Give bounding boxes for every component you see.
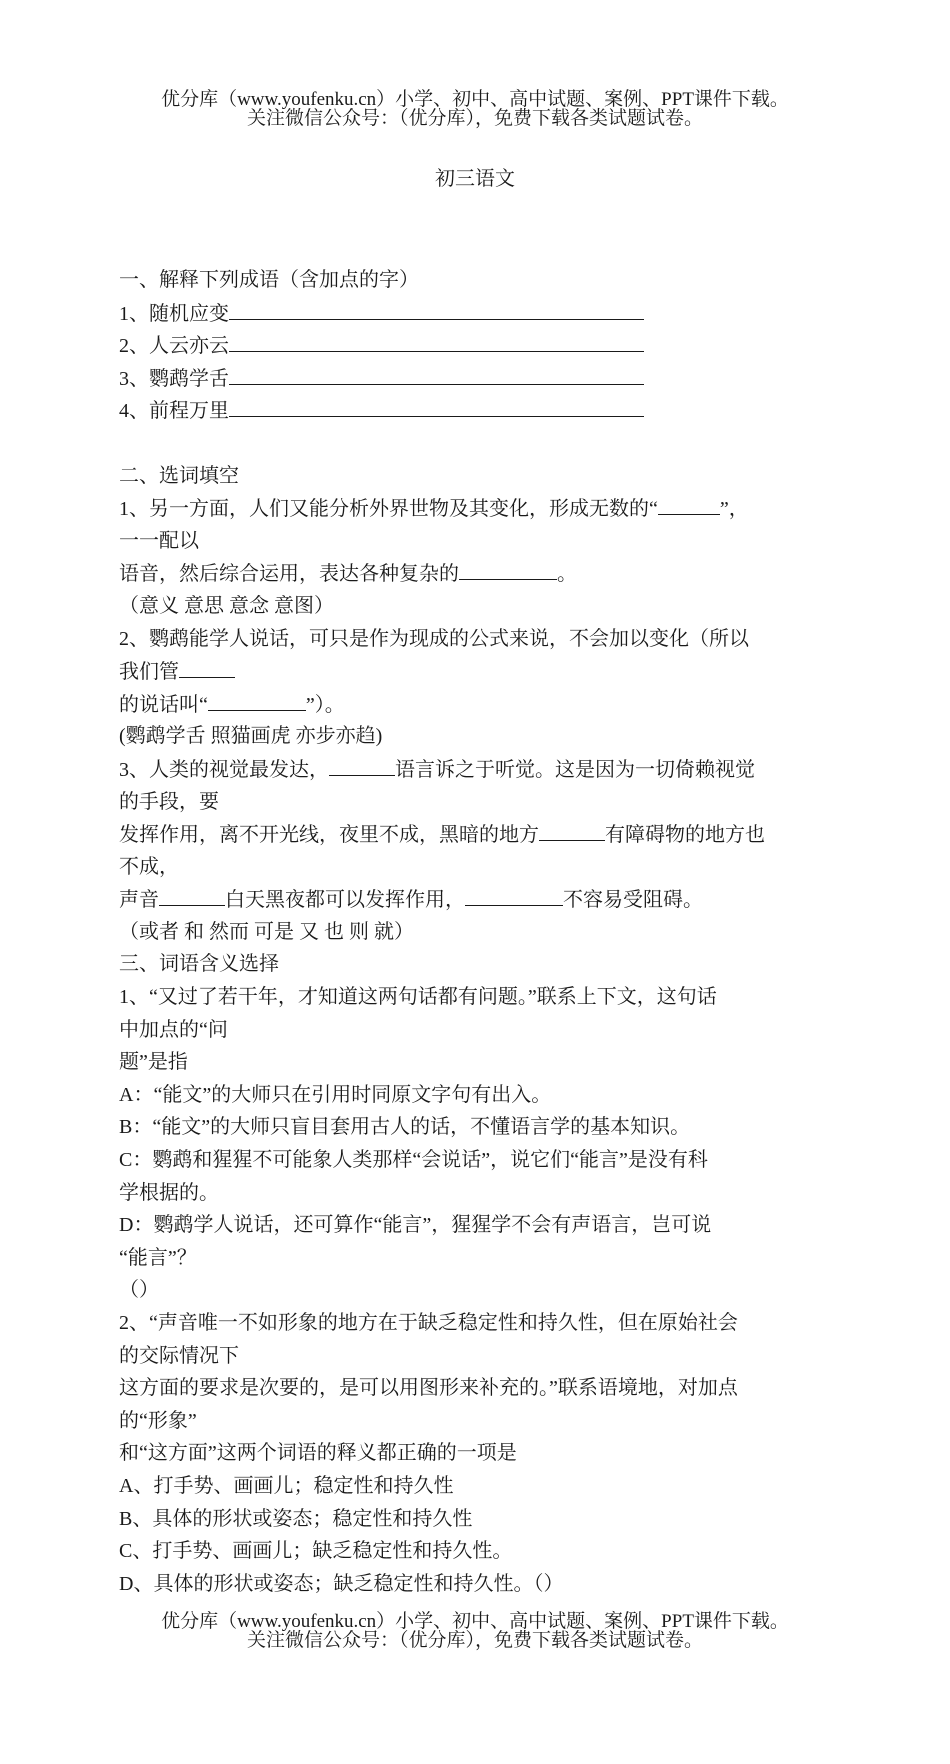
line-text: 2、人云亦云	[119, 335, 229, 358]
line-text: C、打手势、画画儿；缺乏稳定性和持久性。	[119, 1540, 513, 1563]
fill-in-blank	[229, 362, 644, 385]
text-line	[119, 1079, 839, 1112]
line-text: 。	[557, 563, 577, 586]
line-text: 题”是指	[119, 1051, 188, 1074]
text-line	[119, 1209, 839, 1242]
line-text: （或者 和 然而 可是 又 也 则 就）	[119, 920, 414, 943]
text-line	[119, 460, 839, 493]
line-text: 不容易受阻碍。	[563, 889, 703, 912]
line-text: 和“这方面”这两个词语的释义都正确的一项是	[119, 1442, 517, 1465]
line-text: 2、鹦鹉能学人说话，可只是作为现成的公式来说，不会加以变化（所以	[119, 627, 749, 650]
line-text: 2、“声音唯一不如形象的地方在于缺乏稳定性和持久性，但在原始社会	[119, 1312, 738, 1334]
text-line	[119, 264, 839, 297]
line-text: D、具体的形状或姿态；缺乏稳定性和持久性。（）	[119, 1572, 564, 1595]
text-line	[119, 525, 839, 558]
text-line	[119, 1014, 839, 1047]
text-line	[119, 786, 839, 819]
line-text: 我们管	[119, 661, 179, 684]
text-line	[119, 655, 839, 688]
line-text: ”，	[719, 498, 749, 521]
line-text: 二、选词填空	[119, 464, 239, 487]
text-line	[119, 916, 839, 949]
fill-in-blank	[539, 818, 605, 841]
line-text: （）	[119, 1279, 159, 1302]
line-text: 4、前程万里	[119, 400, 229, 423]
fill-in-blank	[229, 394, 644, 417]
document-title: 初三语文	[435, 168, 515, 190]
footer-line-1: 优分库（www.youfenku.cn）小学、初中、高中试题、案例、PPT课件下载。	[161, 1611, 789, 1632]
fill-in-blank	[208, 688, 306, 711]
header-line-1: 优分库（www.youfenku.cn）小学、初中、高中试题、案例、PPT课件下载。	[161, 89, 789, 110]
line-text: B、具体的形状或姿态；稳定性和持久性	[119, 1507, 473, 1530]
text-line	[119, 394, 839, 427]
text-line	[119, 851, 839, 884]
fill-in-blank	[329, 753, 395, 776]
text-line	[119, 590, 839, 623]
fill-in-blank	[465, 883, 563, 906]
text-line	[119, 1046, 839, 1079]
text-line	[119, 492, 839, 525]
line-text: 语言诉之于听觉。这是因为一切倚赖视觉	[395, 758, 755, 781]
line-text: A：“能文”的大师只在引用时同原文字句有出入。	[119, 1083, 552, 1106]
text-line	[119, 1242, 839, 1275]
text-line	[119, 1274, 839, 1307]
text-line	[119, 557, 839, 590]
header-line-2: 关注微信公众号：（优分库），免费下载各类试题试卷。	[246, 108, 703, 129]
text-line	[119, 1405, 839, 1438]
text-line	[119, 623, 839, 656]
line-text: 的交际情况下	[119, 1344, 239, 1367]
text-line	[119, 1177, 839, 1210]
text-line	[119, 883, 839, 916]
text-line	[119, 1470, 839, 1503]
text-line	[119, 948, 839, 981]
text-line	[119, 1568, 839, 1601]
line-text: D：鹦鹉学人说话，还可算作“能言”，猩猩学不会有声语言，岂可说	[119, 1214, 712, 1237]
line-text: （意义 意思 意念 意图）	[119, 594, 334, 617]
text-line	[119, 1535, 839, 1568]
line-text: 语音，然后综合运用，表达各种复杂的	[119, 563, 459, 586]
fill-in-blank	[229, 329, 644, 352]
text-line	[119, 362, 839, 395]
text-line	[119, 981, 839, 1014]
document-body	[119, 264, 839, 1600]
line-text: 1、随机应变	[119, 302, 229, 325]
text-line	[119, 753, 839, 786]
text-line	[119, 818, 839, 851]
line-text: 有障碍物的地方也	[605, 824, 765, 847]
text-line	[119, 1307, 839, 1340]
text-line	[119, 1503, 839, 1536]
line-text: 一一配以	[119, 529, 199, 552]
fill-in-blank	[229, 297, 644, 320]
line-text: 发挥作用，离不开光线，夜里不成，黑暗的地方	[119, 824, 539, 847]
line-text: 三、词语含义选择	[119, 953, 279, 976]
line-text: 的手段，要	[119, 790, 219, 813]
line-text: B：“能文”的大师只盲目套用古人的话，不懂语言学的基本知识。	[119, 1116, 691, 1139]
line-text: C：鹦鹉和猩猩不可能象人类那样“会说话”，说它们“能言”是没有科	[119, 1149, 708, 1172]
line-text: 白天黑夜都可以发挥作用，	[225, 889, 465, 912]
line-text: 的说话叫“	[119, 693, 208, 716]
line-text: 这方面的要求是次要的，是可以用图形来补充的。”联系语境地，对加点	[119, 1377, 738, 1400]
text-line	[119, 1340, 839, 1373]
page-footer	[0, 1612, 950, 1650]
line-text: 声音	[119, 889, 159, 912]
line-text: (鹦鹉学舌 照猫画虎 亦步亦趋)	[119, 725, 383, 748]
text-line	[119, 688, 839, 721]
line-text: ”）。	[305, 693, 345, 716]
footer-line-2: 关注微信公众号：（优分库），免费下载各类试题试卷。	[246, 1630, 703, 1651]
line-text: A、打手势、画画儿；稳定性和持久性	[119, 1474, 454, 1497]
line-text: 学根据的。	[119, 1181, 219, 1204]
text-line	[119, 1144, 839, 1177]
line-text: 3、鹦鹉学舌	[119, 367, 229, 390]
fill-in-blank	[459, 557, 557, 580]
line-text: 1、另一方面，人们又能分析外界世物及其变化，形成无数的“	[119, 498, 658, 521]
line-text: 不成，	[119, 855, 179, 878]
text-line	[119, 720, 839, 753]
fill-in-blank	[179, 655, 235, 678]
line-text: 3、人类的视觉最发达，	[119, 758, 329, 781]
line-text: “能言”？	[119, 1246, 197, 1269]
page-header	[0, 90, 950, 128]
line-text: 中加点的“问	[119, 1018, 228, 1041]
text-line	[119, 1437, 839, 1470]
fill-in-blank	[658, 492, 720, 515]
text-line	[119, 1372, 839, 1405]
line-text: 一、解释下列成语（含加点的字）	[119, 269, 419, 291]
line-text: 的“形象”	[119, 1409, 197, 1432]
text-line	[119, 297, 839, 330]
line-text: 1、“又过了若干年，才知道这两句话都有问题。”联系上下文，这句话	[119, 986, 717, 1009]
text-line	[119, 329, 839, 362]
fill-in-blank	[159, 883, 225, 906]
blank-line	[119, 427, 839, 460]
text-line	[119, 1111, 839, 1144]
